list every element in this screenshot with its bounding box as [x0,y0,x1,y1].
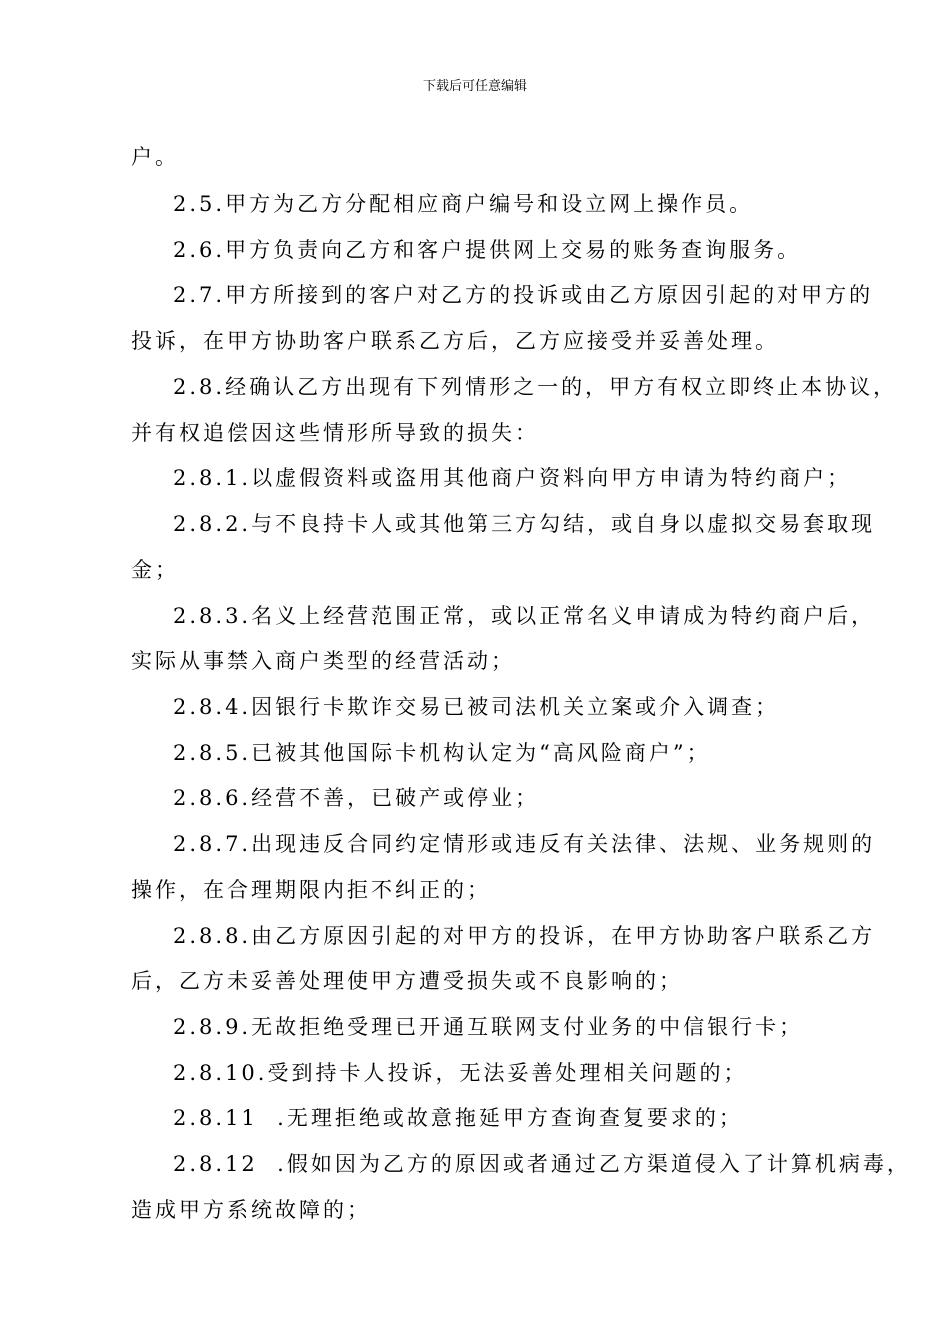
text-line: 2.7.甲方所接到的客户对乙方的投诉或由乙方原因引起的对甲方的 [173,283,874,307]
text-line: 操作，在合理期限内拒不纠正的； [131,878,491,902]
text-line: 2.5.甲方为乙方分配相应商户编号和设立网上操作员。 [173,192,754,216]
text-line: 2.8.2.与不良持卡人或其他第三方勾结，或自身以虚拟交易套取现 [173,512,876,536]
text-line: 2.8.11 .无理拒绝或故意拖延甲方查询查复要求的； [173,1106,743,1130]
text-line: 后，乙方未妥善处理使甲方遭受损失或不良影响的； [131,969,683,993]
text-line: 2.8.经确认乙方出现有下列情形之一的，甲方有权立即终止本协议， [173,375,898,399]
text-line: 2.8.12 .假如因为乙方的原因或者通过乙方渠道侵入了计算机病毒， [173,1152,911,1176]
text-line: 2.8.6.经营不善，已破产或停业； [173,786,540,810]
text-line: 2.8.4.因银行卡欺诈交易已被司法机关立案或介入调查； [173,695,780,719]
text-line: 并有权追偿因这些情形所导致的损失： [131,421,539,445]
text-line: 2.8.3.名义上经营范围正常，或以正常名义申请成为特约商户后， [173,604,876,628]
text-line: 2.8.10.受到持卡人投诉，无法妥善处理相关问题的； [173,1061,748,1085]
text-line: 2.8.8.由乙方原因引起的对甲方的投诉，在甲方协助客户联系乙方 [173,924,876,948]
text-line: 2.6.甲方负责向乙方和客户提供网上交易的账务查询服务。 [173,238,802,262]
text-line: 2.8.1.以虚假资料或盗用其他商户资料向甲方申请为特约商户； [173,466,852,490]
text-line: 2.8.5.已被其他国际卡机构认定为“高风险商户”； [173,741,711,765]
text-line: 造成甲方系统故障的； [131,1198,371,1222]
text-line: 2.8.7.出现违反合同约定情形或违反有关法律、法规、业务规则的 [173,832,876,856]
text-line: 户。 [131,145,179,169]
text-line: 投诉，在甲方协助客户联系乙方后，乙方应接受并妥善处理。 [131,329,779,353]
text-line: 金； [131,558,179,582]
text-line: 实际从事禁入商户类型的经营活动； [131,649,515,673]
page-header: 下载后可任意编辑 [422,79,527,94]
text-line: 2.8.9.无故拒绝受理已开通互联网支付业务的中信银行卡； [173,1015,804,1039]
